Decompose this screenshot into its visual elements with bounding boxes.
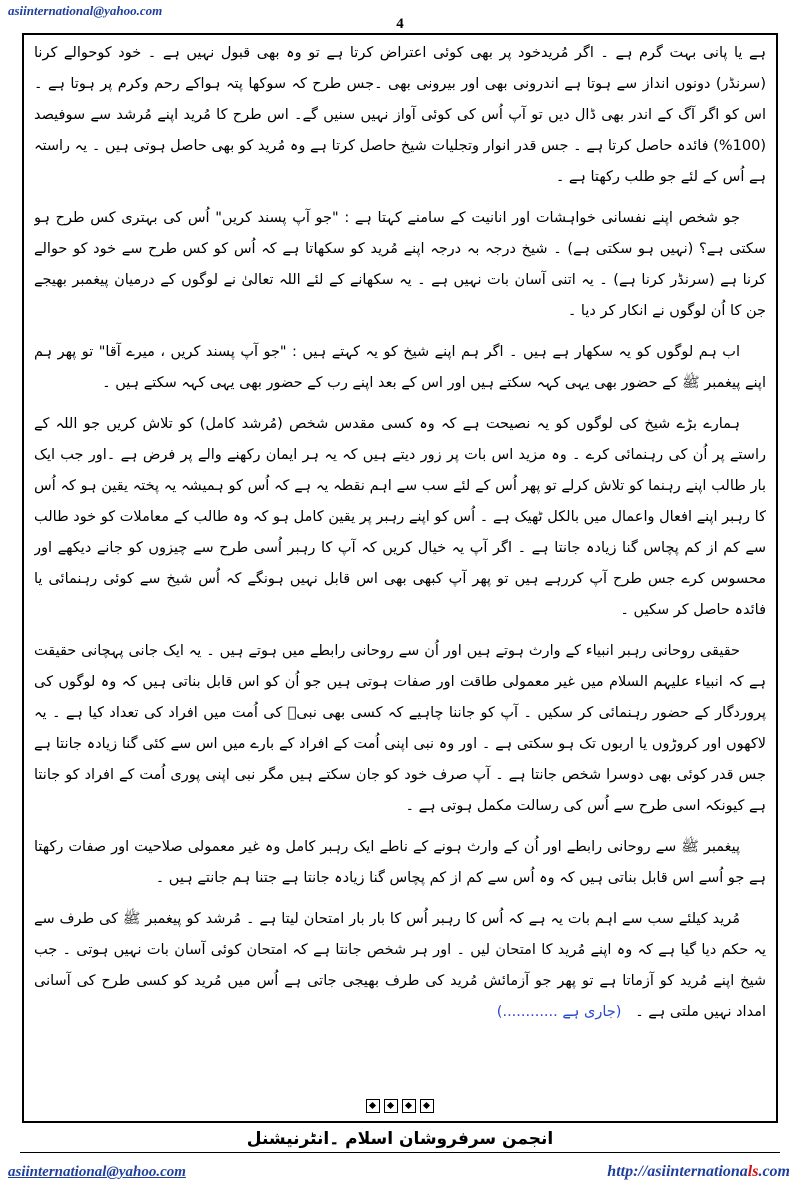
paragraph-3: اب ہم لوگوں کو یہ سکھار ہے ہیں ۔ اگر ہم اپنے شیخ کو یہ کہتے ہیں : "جو آپ پسند کریں ، میرے آقا" تو پھر ہم اپنے پیغمبر ﷺ کے حضور بھی یہی کہہ سکتے ہیں اور اس کے بعد اپنے رب کے حضور بھی یہی کہہ سکتے ہیں ۔: [34, 344, 766, 391]
page-number: 4: [396, 16, 404, 32]
ornament-icon: [384, 1099, 398, 1113]
footer-website-link[interactable]: [607, 1163, 790, 1181]
paragraph-4: ہمارے بڑے شیخ کی لوگوں کو یہ نصیحت ہے کہ وہ کسی مقدس شخص (مُرشد کامل) کو تلاش کریں جو اللہ کے راستے پر اُن کی رہنمائی کرے ۔ وہ مزید اس بات پر زور دیتے ہیں کہ یہ ہر ایمان رکھنے والے پر فرض ہے ۔اور جب ایک بار طالب اپنے رہنما کو تلاش کرلے تو پھر اُس کے لئے سب سے اہم نقطہ یہ ہے کہ اُس کو ہمیشہ یہ پختہ یقین ہو کہ اُس کا رہبر اپنے افعال واعمال میں بالکل ٹھیک ہے ۔ اُس کو اپنے رہبر پر یقین کامل ہو کہ وہ طالب کے معاملات کو خود طالب سے کم از کم پچاس گنا زیادہ جانتا ہے ۔ اگر آپ یہ خیال کریں کہ آپ کا رہبر اُسی طرح سے چیزوں کو جانے دیکھے اور محسوس کرے جس طرح آپ کررہے ہیں تو پھر آپ کبھی بھی اس قابل نہیں ہونگے کہ اُس شیخ سے کوئی رہنمائی یا فائدہ حاصل کر سکیں ۔: [34, 416, 766, 618]
header-email[interactable]: asiinternational@yahoo.com: [8, 3, 163, 18]
paragraph-7-text: مُرید کیلئے سب سے اہم بات یہ ہے کہ اُس کا رہبر اُس کا بار بار امتحان لیتا ہے ۔ مُرشد کو پیغمبر ﷺ کی طرف سے یہ حکم دیا گیا ہے کہ وہ اپنے مُرید کا امتحان لیں ۔ اور ہر شخص جانتا ہے کہ امتحان کوئی آسان بات نہیں ہوتی ۔ جب شیخ اپنے مُرید کو آزماتا ہے تو پھر جو آزمائش مُرید کی طرف بھیجی جاتی ہے اُس میں مُرید کو کسی طرح کی آسانی امداد نہیں ملتی ہے ۔: [34, 911, 766, 1020]
organization-name: انجمن سرفروشان اسلام ۔انٹرنیشنل: [246, 1129, 554, 1149]
ornament-icon: [402, 1099, 416, 1113]
ornament-icon: [366, 1099, 380, 1113]
ornament-icon: [420, 1099, 434, 1113]
paragraph-2: جو شخص اپنے نفسانی خواہشات اور انانیت کے سامنے کہتا ہے : "جو آپ پسند کریں" اُس کی بہتری کس طرح ہو سکتی ہے؟ (نہیں ہو سکتی ہے) ۔ شیخ درجہ بہ درجہ اپنے مُرید کو سکھاتا ہے کہ اُس کو کس طرح سے خود کو حوالے کرنا ہے (سرنڈر کرنا ہے) ۔ یہ اتنی آسان بات نہیں ہے ۔ یہ سکھانے کے لئے اللہ تعالیٰ نے لوگوں کے درمیان پیغمبر بھیجے جن کا اُن لوگوں نے انکار کر دیا ۔: [34, 210, 766, 319]
continued-label: (جاری ہے ............): [496, 1004, 622, 1020]
ornament-divider: [0, 1098, 800, 1114]
paragraph-6: پیغمبر ﷺ سے روحانی رابطے اور اُن کے وارث ہونے کے ناطے ایک رہبر کامل وہ غیر معمولی صلاحیت اور صفات رکھتا ہے جو اُسے اس قابل بناتی ہیں کہ وہ اُس سے کم از کم پچاس گنا زیادہ جانتا ہے جتنا ہم جانتے ہیں ۔: [34, 839, 766, 886]
paragraph-7: [34, 904, 766, 1028]
url-prefix: http://asiinternationa: [607, 1163, 748, 1180]
url-suffix: .com: [758, 1163, 790, 1180]
url-highlight: ls: [747, 1163, 759, 1180]
footer-email-link[interactable]: asiinternational@yahoo.com: [8, 1164, 186, 1180]
footer-divider: [20, 1152, 780, 1153]
article-body: [34, 38, 766, 1108]
paragraph-5: حقیقی روحانی رہبر انبیاء کے وارث ہوتے ہیں اور اُن سے روحانی رابطے میں ہوتے ہیں ۔ یہ ایک جانی پہچانی حقیقت ہے کہ انبیاء علیہم السلام میں غیر معمولی طاقت اور صفات ہوتی ہیں جو اُن کو اس قابل بناتی ہیں کہ وہ لوگوں کی پروردگار کے حضور رہنمائی کر سکیں ۔ آپ کو جاننا چاہیے کہ کسی بھی نبیؑ کی اُمت میں افراد کی تعداد کیا ہے ۔ یہ لاکھوں اور کروڑوں یا اربوں تک ہو سکتی ہے ۔ اور وہ نبی اپنی اُمت کے افراد کے بارے میں اس سے کئی گنا زیادہ جانتا ہے جس قدر کوئی بھی دوسرا شخص جانتا ہے ۔ آپ صرف خود کو جان سکتے ہیں مگر نبی اپنی پوری اُمت کے افراد کو جانتا ہے کیونکہ اسی طرح سے اُس کی رسالت مکمل ہوتی ہے ۔: [34, 643, 766, 814]
paragraph-1: ہے یا پانی بہت گرم ہے ۔ اگر مُریدخود پر بھی کوئی اعتراض کرتا ہے تو وہ بھی قبول نہیں ہے ۔ خود کوحوالے کرنا (سرنڈر) دونوں انداز سے ہوتا ہے اندرونی بھی اور بیرونی بھی ۔جس طرح کہ سوکھا پتہ ہواکے رحم وکرم پر ہوتا ہے ۔اس کو اگر آگ کے اندر بھی ڈال دیں تو آپ اُس کی کوئی آواز نہیں سنیں گے۔ اس طرح کا مُرید اپنے مُرشد سے سوفیصد (100%) فائدہ حاصل کرتا ہے ۔ جس قدر انوار وتجلیات شیخ حاصل کرتا ہے وہ مُرید کو بھی حاصل ہوتی ہیں ۔ یہ راستہ ہے اُس کے لئے جو طلب رکھتا ہے ۔: [34, 45, 766, 185]
